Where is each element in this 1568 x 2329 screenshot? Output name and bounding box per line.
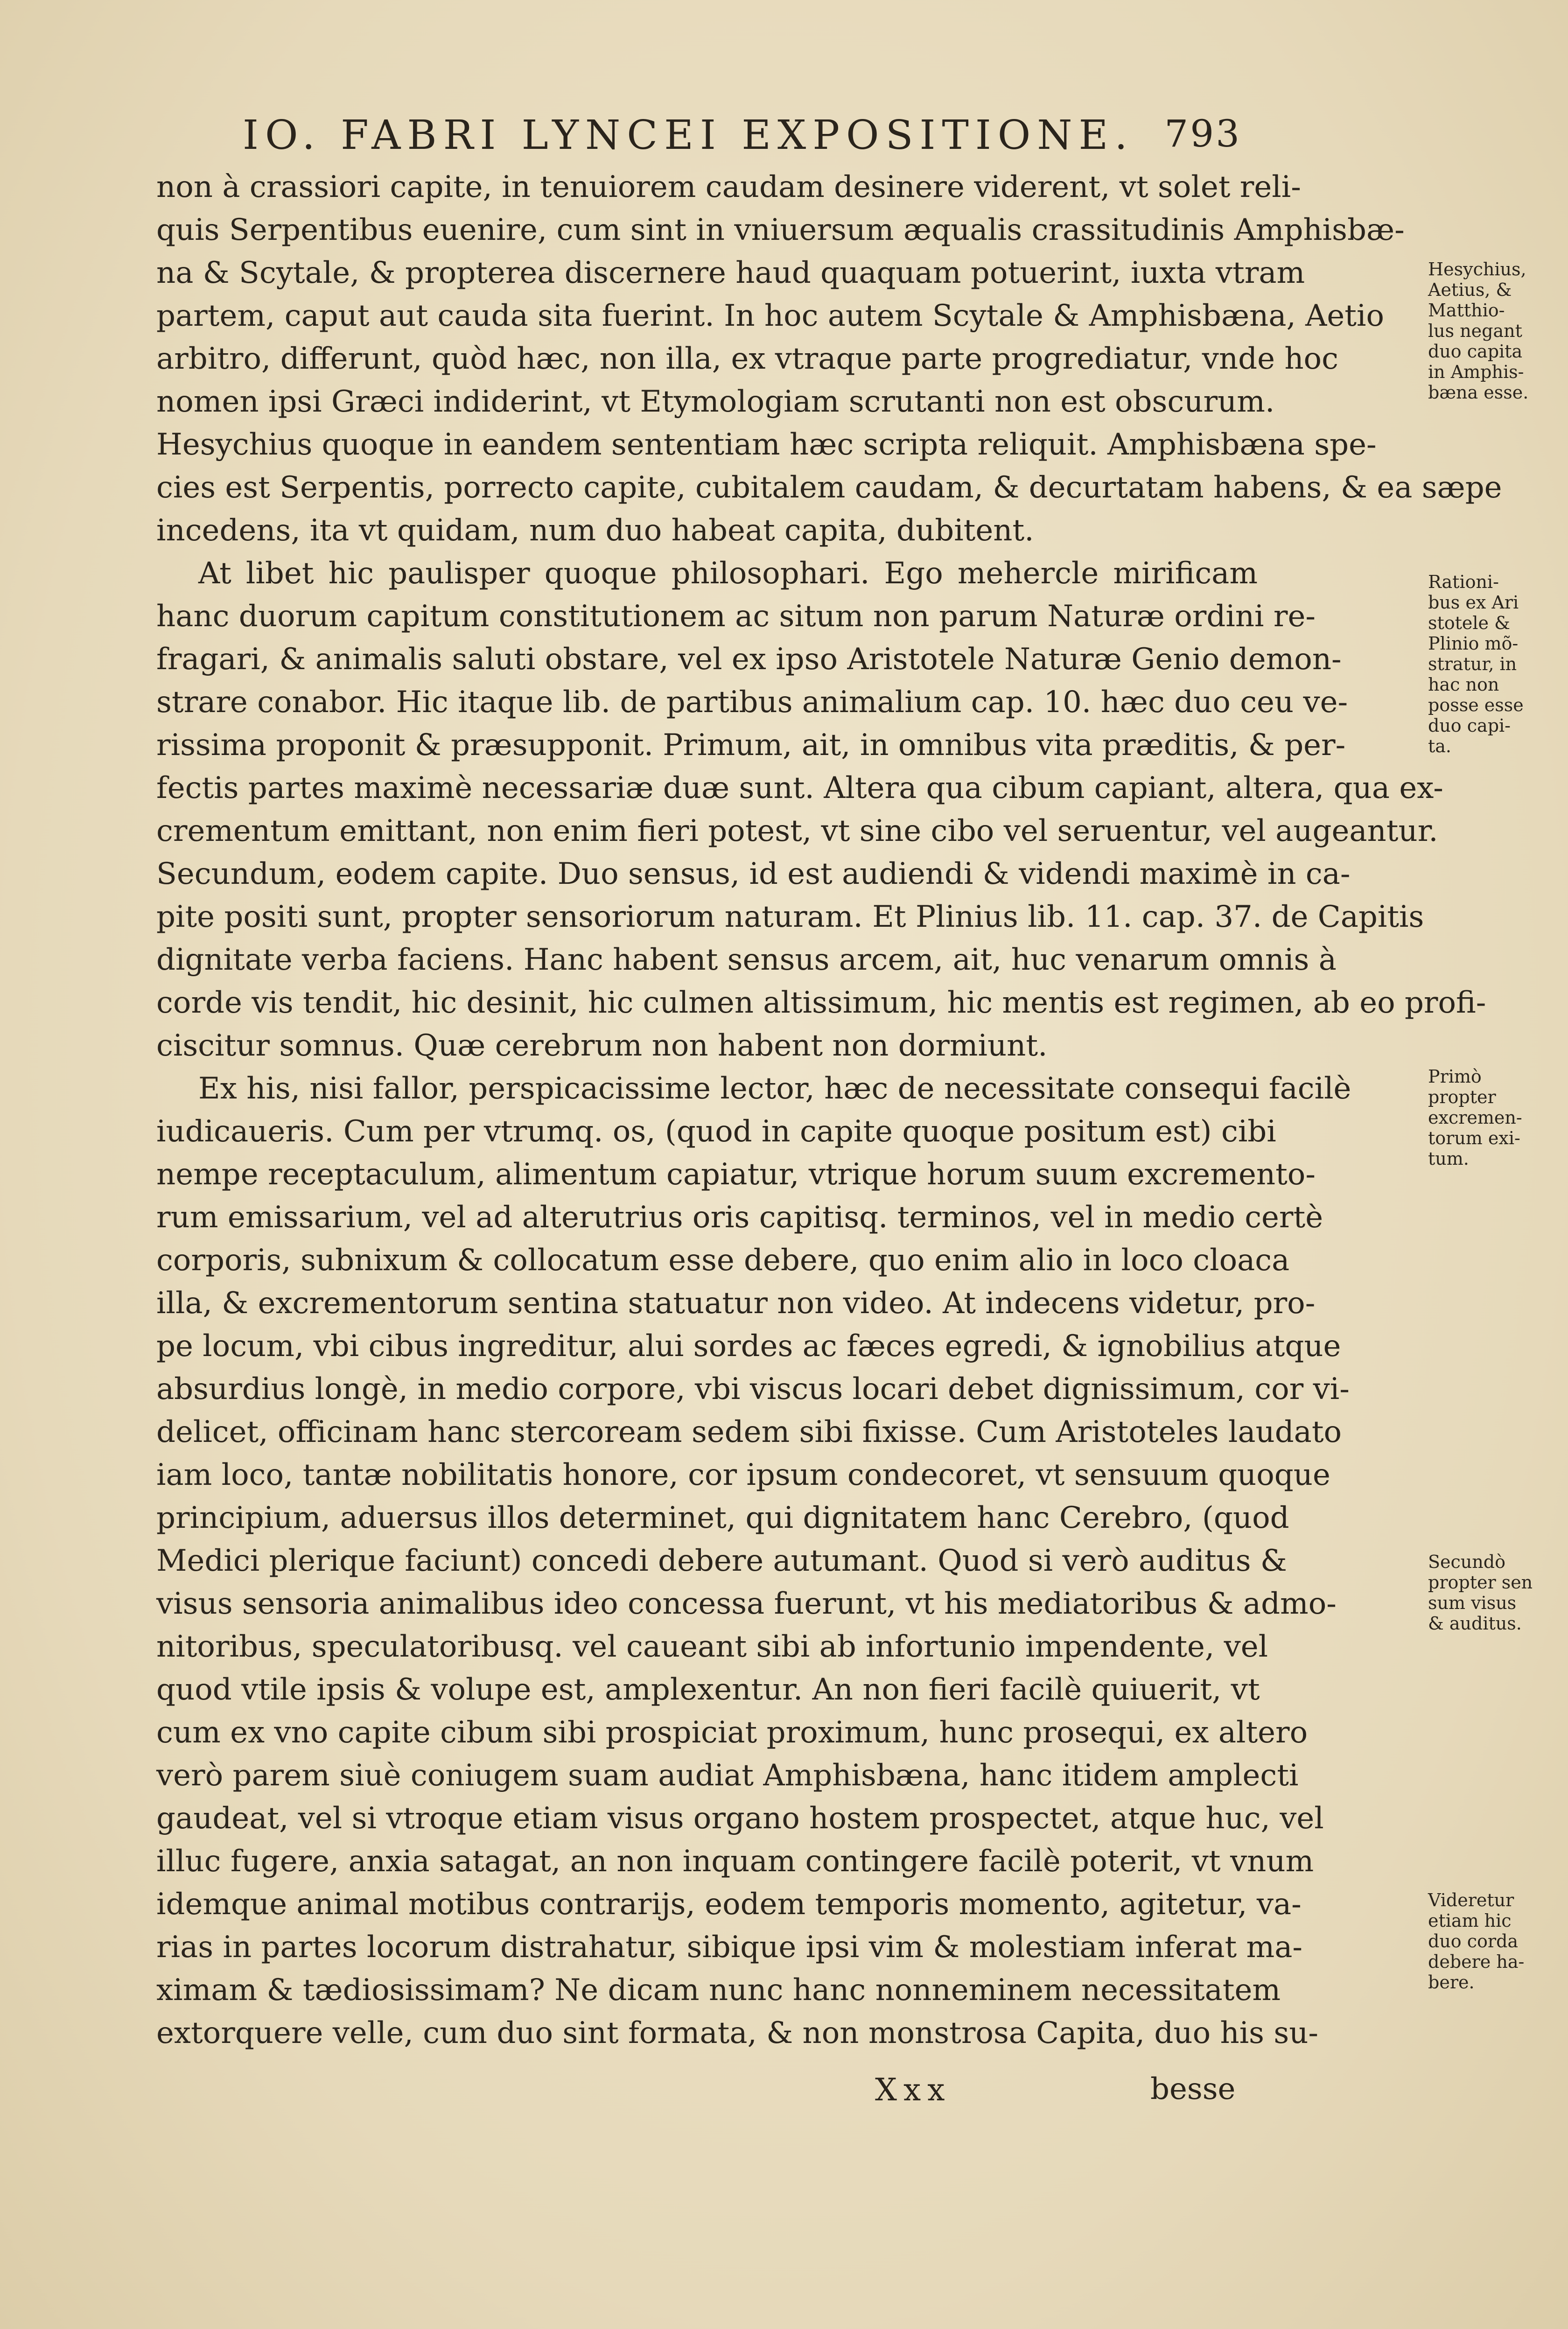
text-line: nempe receptaculum, alimentum capiatur, vtrique horum suum excremento-	[156, 1157, 1316, 1192]
text-line: cum ex vno capite cibum sibi prospiciat proximum, hunc prosequi, ex altero	[156, 1715, 1308, 1750]
catchword: besse	[1150, 2072, 1236, 2106]
margin-note-line: lus negant	[1428, 321, 1522, 341]
text-line: gaudeat, vel si vtroque etiam visus organo hostem prospectet, atque huc, vel	[156, 1801, 1324, 1836]
text-line: delicet, officinam hanc stercoream sedem sibi fixisse. Cum Aristoteles laudato	[156, 1415, 1342, 1449]
margin-note-line: posse esse	[1428, 695, 1524, 715]
margin-note-line: Videretur	[1428, 1890, 1514, 1910]
text-line: incedens, ita vt quidam, num duo habeat capita, dubitent.	[156, 513, 1034, 548]
margin-note-line: Primò	[1428, 1066, 1482, 1087]
text-line: principium, aduersus illos determinet, qui dignitatem hanc Cerebro, (quod	[156, 1501, 1289, 1535]
text-line: na & Scytale, & propterea discernere haud quaquam potuerint, iuxta vtram	[156, 256, 1305, 290]
margin-note-line: bus ex Ari	[1428, 592, 1519, 613]
text-line: corde vis tendit, hic desinit, hic culmen altissimum, hic mentis est regimen, ab eo profi-	[156, 986, 1486, 1020]
text-line: pite positi sunt, propter sensoriorum naturam. Et Plinius lib. 11. cap. 37. de Capitis	[156, 900, 1424, 934]
footer	[0, 2072, 1565, 2114]
text-line: nomen ipsi Græci indiderint, vt Etymologiam scrutanti non est obscurum.	[156, 385, 1275, 419]
margin-note-line: Secundò	[1428, 1552, 1505, 1572]
margin-note-line: bæna esse.	[1428, 382, 1529, 403]
margin-note-line: stratur, in	[1428, 654, 1517, 674]
margin-note-line: stotele &	[1428, 613, 1510, 633]
text-line: dignitate verba faciens. Hanc habent sensus arcem, ait, huc venarum omnis à	[156, 943, 1337, 977]
margin-note	[1428, 1552, 1568, 1634]
text-line: rissima proponit & præsupponit. Primum, ait, in omnibus vita præditis, & per-	[156, 728, 1346, 762]
margin-note-line: Rationi-	[1428, 572, 1499, 592]
margin-note-line: propter sen	[1428, 1572, 1533, 1593]
margin-note-line: debere ha-	[1428, 1951, 1525, 1972]
margin-note-line: sum visus	[1428, 1593, 1517, 1613]
margin-note-line: hac non	[1428, 674, 1499, 695]
text-line: arbitro, differunt, quòd hæc, non illa, ex vtraque parte progrediatur, vnde hoc	[156, 342, 1338, 376]
margin-note	[1428, 1890, 1568, 1993]
text-line: illa, & excrementorum sentina statuatur non video. At indecens videtur, pro-	[156, 1286, 1316, 1321]
margin-note-line: Matthio-	[1428, 300, 1505, 321]
text-line: iam loco, tantæ nobilitatis honore, cor ipsum condecoret, vt sensuum quoque	[156, 1458, 1330, 1492]
margin-note-line: duo corda	[1428, 1931, 1519, 1951]
text-line: rias in partes locorum distrahatur, sibique ipsi vim & molestiam inferat ma-	[156, 1930, 1302, 1965]
text-line: At libet hic paulisper quoque philosophari. Ego mehercle mirificam	[198, 556, 1258, 591]
text-line: visus sensoria animalibus ideo concessa fuerunt, vt his mediatoribus & admo-	[156, 1587, 1337, 1621]
margin-note-line: & auditus.	[1428, 1613, 1522, 1634]
text-line: idemque animal motibus contrarijs, eodem temporis momento, agitetur, va-	[156, 1887, 1302, 1922]
margin-note-line: Hesychius,	[1428, 259, 1526, 280]
margin-note-line: etiam hic	[1428, 1910, 1512, 1931]
signature-mark: Xxx	[875, 2072, 952, 2108]
text-line: non à crassiori capite, in tenuiorem caudam desinere viderent, vt solet reli-	[156, 170, 1301, 204]
margin-note-line: torum exi-	[1428, 1128, 1520, 1148]
margin-note-line: excremen-	[1428, 1107, 1522, 1128]
margin-note	[1428, 259, 1568, 403]
running-title: IO. FABRI LYNCEI EXPOSITIONE.	[243, 112, 1134, 159]
margin-note-line: ta.	[1428, 736, 1452, 756]
text-line: quis Serpentibus euenire, cum sint in vniuersum æqualis crassitudinis Amphisbæ-	[156, 213, 1405, 247]
margin-note	[1428, 572, 1568, 756]
page-number: 793	[1164, 112, 1241, 155]
text-line: partem, caput aut cauda sita fuerint. In hoc autem Scytale & Amphisbæna, Aetio	[156, 299, 1384, 333]
margin-note-line: propter	[1428, 1087, 1496, 1107]
text-line: hanc duorum capitum constitutionem ac situm non parum Naturæ ordini re-	[156, 599, 1316, 634]
text-line: quod vtile ipsis & volupe est, amplexentur. An non fieri facilè quiuerit, vt	[156, 1672, 1260, 1707]
text-line: Hesychius quoque in eandem sententiam hæc scripta reliquit. Amphisbæna spe-	[156, 427, 1377, 462]
text-line: ciscitur somnus. Quæ cerebrum non habent non dormiunt.	[156, 1028, 1048, 1063]
text-line: crementum emittant, non enim fieri potest, vt sine cibo vel seruentur, vel augeantur.	[156, 814, 1438, 848]
text-line: corporis, subnixum & collocatum esse debere, quo enim alio in loco cloaca	[156, 1243, 1290, 1278]
margin-note-line: duo capi-	[1428, 715, 1511, 736]
text-line: Medici plerique faciunt) concedi debere autumant. Quod si verò auditus &	[156, 1544, 1287, 1578]
text-line: strare conabor. Hic itaque lib. de partibus animalium cap. 10. hæc duo ceu ve-	[156, 685, 1348, 720]
margin-note-line: Aetius, &	[1428, 280, 1512, 300]
text-line: ximam & tædiosissimam? Ne dicam nunc hanc nonneminem necessitatem	[156, 1973, 1281, 2007]
text-line: illuc fugere, anxia satagat, an non inquam contingere facilè poterit, vt vnum	[156, 1844, 1314, 1879]
text-line: absurdius longè, in medio corpore, vbi viscus locari debet dignissimum, cor vi-	[156, 1372, 1350, 1406]
margin-note-line: Plinio mõ-	[1428, 633, 1519, 654]
text-line: verò parem siuè coniugem suam audiat Amphisbæna, hanc itidem amplecti	[156, 1758, 1299, 1793]
text-line: cies est Serpentis, porrecto capite, cubitalem caudam, & decurtatam habens, & ea sæpe	[156, 470, 1502, 505]
text-line: nitoribus, speculatoribusq. vel caueant sibi ab infortunio impendente, vel	[156, 1630, 1268, 1664]
running-head	[243, 112, 1241, 173]
margin-note-line: duo capita	[1428, 341, 1523, 362]
text-line: extorquere velle, cum duo sint formata, & non monstrosa Capita, duo his su-	[156, 2016, 1319, 2050]
text-line: fragari, & animalis saluti obstare, vel ex ipso Aristotele Naturæ Genio demon-	[156, 642, 1342, 677]
margin-note-line: in Amphis-	[1428, 362, 1524, 382]
text-line: Secundum, eodem capite. Duo sensus, id est audiendi & videndi maximè in ca-	[156, 857, 1351, 891]
margin-note-line: tum.	[1428, 1148, 1469, 1169]
body-text	[156, 166, 1533, 2055]
margin-note	[1428, 1066, 1568, 1169]
text-line: fectis partes maximè necessariæ duæ sunt. Altera qua cibum capiant, altera, qua ex-	[156, 771, 1443, 805]
text-line: iudicaueris. Cum per vtrumq. os, (quod in capite quoque positum est) cibi	[156, 1114, 1276, 1149]
text-line: pe locum, vbi cibus ingreditur, alui sordes ac fæces egredi, & ignobilius atque	[156, 1329, 1341, 1364]
text-line: Ex his, nisi fallor, perspicacissime lector, hæc de necessitate consequi facilè	[198, 1071, 1351, 1106]
margin-note-line: bere.	[1428, 1972, 1475, 1993]
text-line: rum emissarium, vel ad alterutrius oris capitisq. terminos, vel in medio certè	[156, 1200, 1323, 1235]
